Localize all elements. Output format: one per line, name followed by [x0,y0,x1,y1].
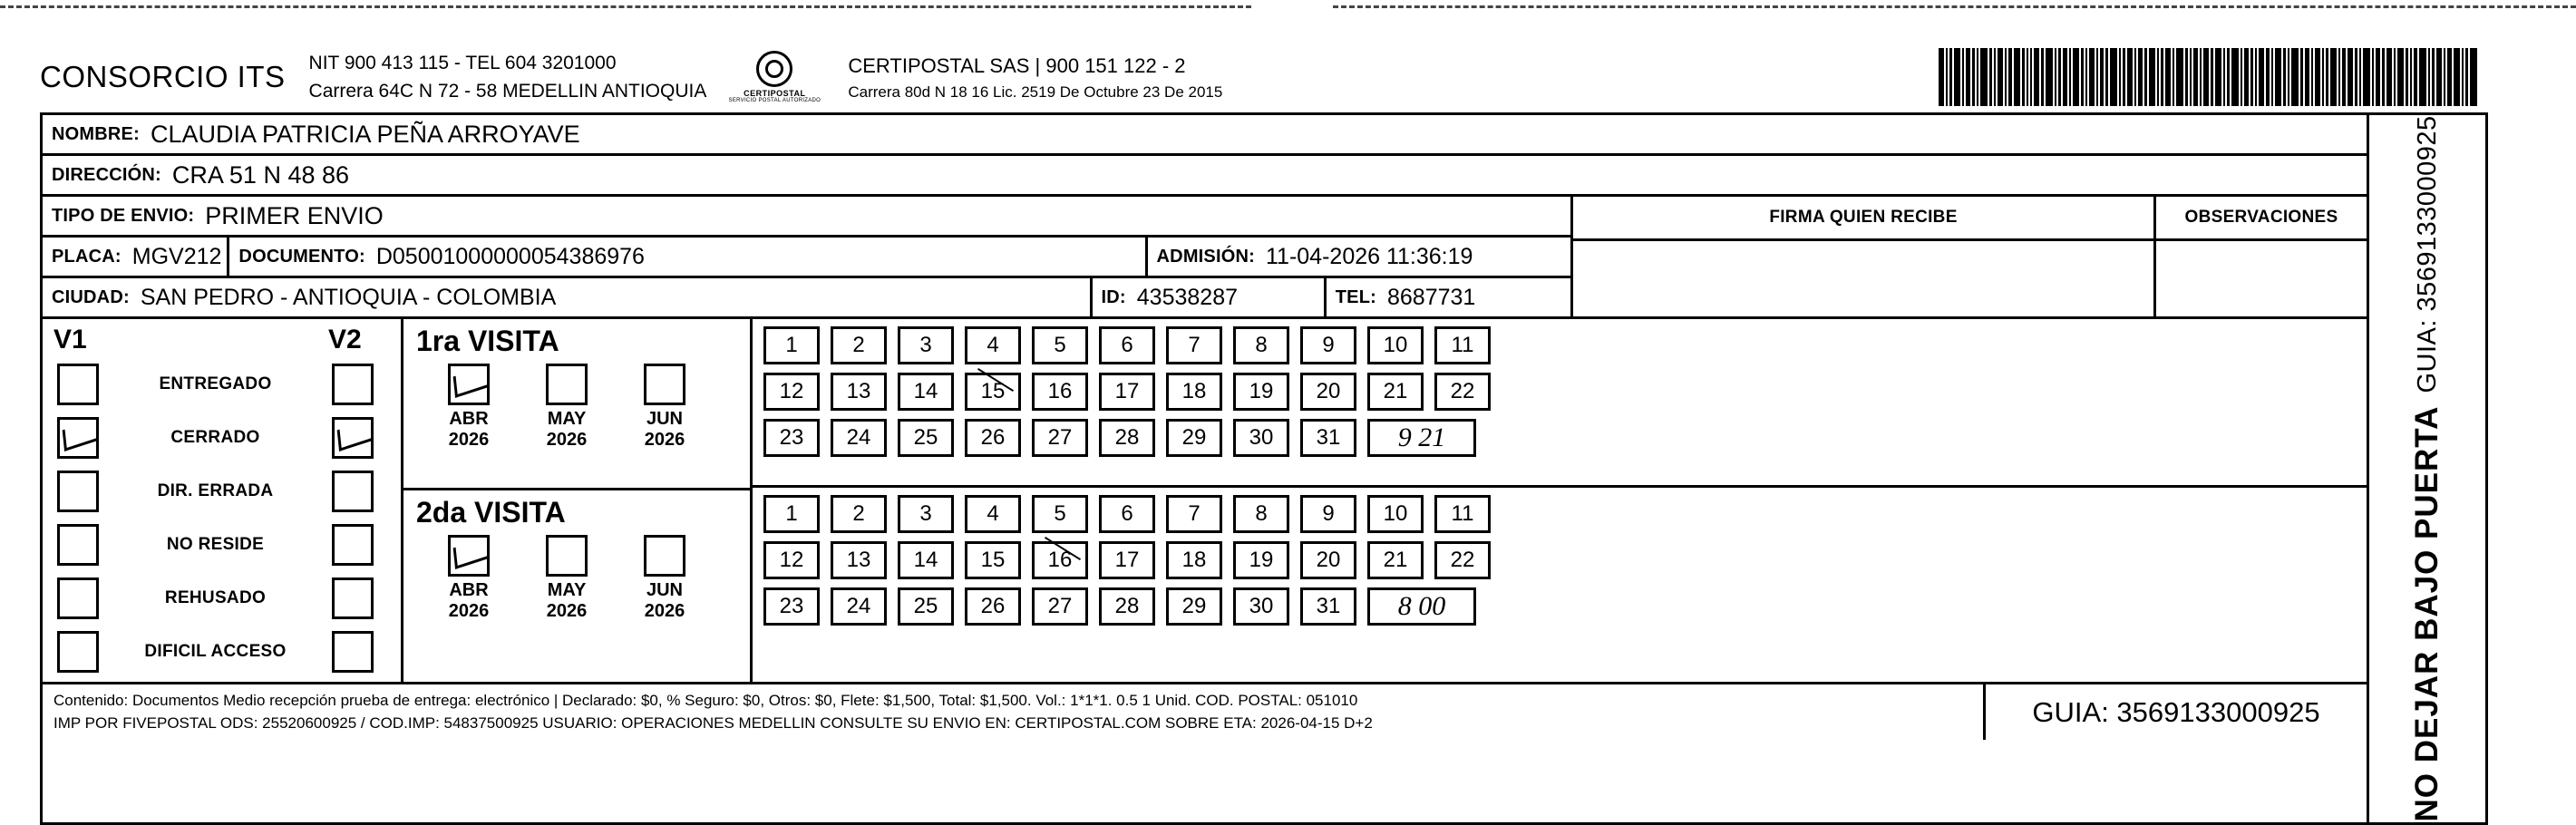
barcode [1939,48,2488,106]
day-row [763,587,2367,626]
day-cell[interactable]: 3 [898,326,954,364]
barcode-bars [1939,48,2479,106]
day-cell[interactable]: 2 [831,495,887,533]
status-row [43,625,401,678]
consorcio-contact-block [309,49,707,106]
day-cell[interactable]: 9 [1300,495,1356,533]
day-cell[interactable]: 2 [831,326,887,364]
tipo-envio-label: TIPO DE ENVIO: [52,205,195,226]
tel-label: TEL: [1335,286,1376,307]
day-grid [753,319,2367,488]
day-cell[interactable]: 15 [965,373,1021,411]
day-cell[interactable]: 1 [763,495,820,533]
month-name: MAY [547,409,587,429]
day-row [763,373,2367,411]
row-tipo-envio [43,197,1570,238]
day-cell[interactable]: 27 [1032,419,1088,457]
day-cell[interactable]: 1 [763,326,820,364]
status-rows [43,357,401,678]
checkbox-v1[interactable] [57,417,99,459]
label-body [43,316,2367,682]
status-label: REHUSADO [164,587,267,607]
observaciones-title: OBSERVACIONES [2156,197,2367,241]
month-year: 2026 [644,601,685,621]
label-left-column [43,115,2367,822]
row-placa-documento [43,238,1570,278]
day-cell[interactable]: 26 [965,419,1021,457]
day-cell[interactable]: 4 [965,326,1021,364]
status-row [43,571,401,625]
day-cell[interactable]: 6 [1099,495,1155,533]
day-row [763,419,2367,457]
status-row [43,357,401,411]
month-option[interactable] [420,535,518,622]
day-cell[interactable]: 27 [1032,587,1088,626]
day-cell[interactable]: 14 [898,541,954,579]
day-cell[interactable]: 17 [1099,373,1155,411]
id-label: ID: [1101,286,1126,307]
consorcio-nit-line: NIT 900 413 115 - TEL 604 3201000 [308,52,617,73]
month-checkbox[interactable] [644,364,685,405]
documento-value: D05001000000054386976 [375,243,645,269]
logo-subtext: SERVICIO POSTAL AUTORIZADO [728,98,821,103]
day-cell[interactable]: 29 [1166,587,1222,626]
banner-line-1: NO DEJAR BAJO PUERTA [2409,405,2445,822]
status-label: CERRADO [170,427,260,447]
checkbox-v1[interactable] [57,631,99,673]
month-year: 2026 [644,430,685,450]
visit-title: 2da VISITA [416,496,566,529]
month-selector [403,360,750,451]
day-cell[interactable]: 10 [1367,495,1424,533]
day-cell[interactable]: 15 [965,541,1021,579]
day-cell[interactable]: 18 [1166,541,1222,579]
day-cell[interactable]: 12 [763,541,820,579]
day-cell[interactable]: 13 [831,373,887,411]
checkbox-v2[interactable] [332,631,374,673]
day-cell[interactable]: 4 [965,495,1021,533]
day-cell[interactable]: 30 [1233,419,1289,457]
row-direccion [43,156,2367,197]
checkbox-v1[interactable] [57,524,99,566]
status-visit-headers [43,325,401,357]
day-cell[interactable]: 24 [831,587,887,626]
status-label: DIFICIL ACCESO [144,641,287,661]
v1-header: V1 [53,325,87,354]
checkbox-v2[interactable] [332,364,374,405]
checkbox-v2[interactable] [332,578,374,619]
day-cell[interactable]: 25 [898,419,954,457]
consorcio-title: CONSORCIO ITS [40,60,286,93]
direccion-value: CRA 51 N 48 86 [171,160,350,189]
day-cell[interactable]: 31 [1300,419,1356,457]
day-cell[interactable]: 23 [763,419,820,457]
consorcio-address-line: Carrera 64C N 72 - 58 MEDELLIN ANTIOQUIA [308,81,707,102]
day-cell[interactable]: 7 [1166,495,1222,533]
month-checkbox[interactable] [448,535,490,577]
day-row [763,541,2367,579]
day-cell[interactable]: 21 [1367,541,1424,579]
month-checkbox[interactable] [644,535,685,577]
day-cell[interactable]: 11 [1434,495,1491,533]
nombre-value: CLAUDIA PATRICIA PEÑA ARROYAVE [150,120,580,148]
month-option[interactable] [420,364,518,451]
day-cell[interactable]: 28 [1099,419,1155,457]
month-name: JUN [646,580,683,600]
day-cell[interactable]: 6 [1099,326,1155,364]
admision-value: 11-04-2026 11:36:19 [1266,243,1473,269]
placa-value: MGV212 [131,243,222,269]
v2-header: V2 [328,325,362,354]
day-cell[interactable]: 16 [1032,373,1088,411]
day-row [763,495,2367,533]
month-option[interactable] [518,535,616,622]
status-row [43,464,401,518]
day-cell[interactable]: 10 [1367,326,1424,364]
month-name: ABR [449,409,489,429]
day-cell[interactable]: 20 [1300,373,1356,411]
visit-column [403,319,753,682]
row-ciudad [43,278,1570,316]
status-label: DIR. ERRADA [157,480,274,500]
observaciones-area[interactable] [2156,241,2367,316]
top-dashed-edge-left [0,5,1251,8]
day-cell[interactable]: 12 [763,373,820,411]
placa-label: PLACA: [52,246,122,267]
admision-label: ADMISIÓN: [1156,246,1255,267]
day-cell[interactable]: 5 [1032,326,1088,364]
day-cell[interactable]: 20 [1300,541,1356,579]
tel-value: 8687731 [1387,284,1476,310]
banner-text [2409,115,2445,822]
visit-title: 1ra VISITA [416,325,559,357]
checkbox-v1[interactable] [57,364,99,405]
logo-ring-icon [756,51,792,87]
status-column [43,319,403,682]
status-row [43,411,401,464]
status-row [43,518,401,571]
day-cell[interactable]: 9 [1300,326,1356,364]
month-year: 2026 [546,601,588,621]
month-option[interactable] [616,535,714,622]
footer-line-1: Contenido: Documentos Medio recepción prueba de entrega: electrónico | Declarado: $0, % Seguro: $0, Otros: $0, Flete: $1,500, Total: $1,500. Vol.: 1*1*1. 0.5 1 Unid. COD. POSTAL: 051010 [53,692,1358,709]
month-name: JUN [646,409,683,429]
certipostal-info-block [842,51,1222,104]
day-cell[interactable]: 7 [1166,326,1222,364]
day-cell[interactable]: 5 [1032,495,1088,533]
observaciones-panel [2153,197,2367,316]
day-cell[interactable]: 14 [898,373,954,411]
day-cell[interactable]: 8 [1233,495,1289,533]
day-cell[interactable]: 30 [1233,587,1289,626]
ciudad-value: SAN PEDRO - ANTIOQUIA - COLOMBIA [140,284,557,310]
day-cell[interactable]: 11 [1434,326,1491,364]
status-label: ENTREGADO [159,374,272,393]
banner-line-2: GUIA: 3569133000925 [2413,115,2442,393]
day-cell[interactable]: 19 [1233,541,1289,579]
checkbox-v2[interactable] [332,471,374,512]
delivery-label [40,42,2488,825]
day-cell[interactable]: 22 [1434,373,1491,411]
day-cell[interactable]: 22 [1434,541,1491,579]
signature-panels [1570,197,2367,316]
footer-text [43,684,1983,740]
visit-block [403,490,750,659]
label-frame [40,112,2488,825]
day-cell[interactable]: 13 [831,541,887,579]
day-cell[interactable]: 29 [1166,419,1222,457]
documento-label: DOCUMENTO: [238,246,365,267]
certipostal-name-line: CERTIPOSTAL SAS | 900 151 122 - 2 [848,53,1186,77]
month-option[interactable] [518,364,616,451]
month-checkbox[interactable] [546,535,588,577]
checkbox-v1[interactable] [57,471,99,512]
handwritten-hour-note[interactable]: 8 00 [1367,587,1476,626]
day-cell[interactable]: 18 [1166,373,1222,411]
footer-guia: GUIA: 3569133000925 [1983,684,2367,740]
month-selector [403,531,750,622]
day-row [763,326,2367,364]
checkbox-v2[interactable] [332,417,374,459]
month-option[interactable] [616,364,714,451]
day-cell[interactable]: 25 [898,587,954,626]
direccion-label: DIRECCIÓN: [52,164,161,185]
label-footer [43,682,2367,740]
day-cell[interactable]: 28 [1099,587,1155,626]
day-cell[interactable]: 31 [1300,587,1356,626]
day-cell[interactable]: 19 [1233,373,1289,411]
month-checkbox[interactable] [546,364,588,405]
visit-blocks [403,319,750,659]
label-header [40,42,2488,112]
month-checkbox[interactable] [448,364,490,405]
month-year: 2026 [448,430,490,450]
day-grid [753,488,2367,656]
firma-signature-area[interactable] [1573,241,2153,316]
firma-title: FIRMA QUIEN RECIBE [1573,197,2153,241]
day-cell[interactable]: 24 [831,419,887,457]
day-halves [753,319,2367,656]
footer-line-2: IMP POR FIVEPOSTAL ODS: 25520600925 / COD.IMP: 54837500925 USUARIO: OPERACIONES MEDELLIN CONSULTE SU ENVIO EN: CERTIPOSTAL.COM SOBRE ETA: 2026-04-15 D+2 [53,713,1373,732]
day-cell[interactable]: 21 [1367,373,1424,411]
logo-name: CERTIPOSTAL [744,89,806,98]
firma-panel [1570,197,2153,316]
month-year: 2026 [546,430,588,450]
month-name: MAY [547,580,587,600]
nombre-label: NOMBRE: [52,123,140,144]
no-dejar-bajo-puerta-banner [2367,115,2485,822]
certipostal-address-line: Carrera 80d N 18 16 Lic. 2519 De Octubre 23 De 2015 [848,82,1223,101]
status-label: NO RESIDE [166,534,265,554]
month-name: ABR [449,580,489,600]
month-year: 2026 [448,601,490,621]
top-dashed-edge-right [1333,5,2576,8]
handwritten-hour-note[interactable]: 9 21 [1367,419,1476,457]
day-cell[interactable]: 26 [965,587,1021,626]
id-value: 43538287 [1136,284,1238,310]
checkbox-v1[interactable] [57,578,99,619]
day-cell[interactable]: 16 [1032,541,1088,579]
day-cell[interactable]: 17 [1099,541,1155,579]
certipostal-logo-icon [706,51,842,103]
day-cell[interactable]: 8 [1233,326,1289,364]
visit-block [403,319,750,490]
day-grid-area [753,319,2367,682]
tipo-envio-value: PRIMER ENVIO [205,201,384,229]
row-nombre [43,115,2367,156]
checkbox-v2[interactable] [332,524,374,566]
ciudad-label: CIUDAD: [52,286,130,307]
day-cell[interactable]: 23 [763,587,820,626]
day-cell[interactable]: 3 [898,495,954,533]
